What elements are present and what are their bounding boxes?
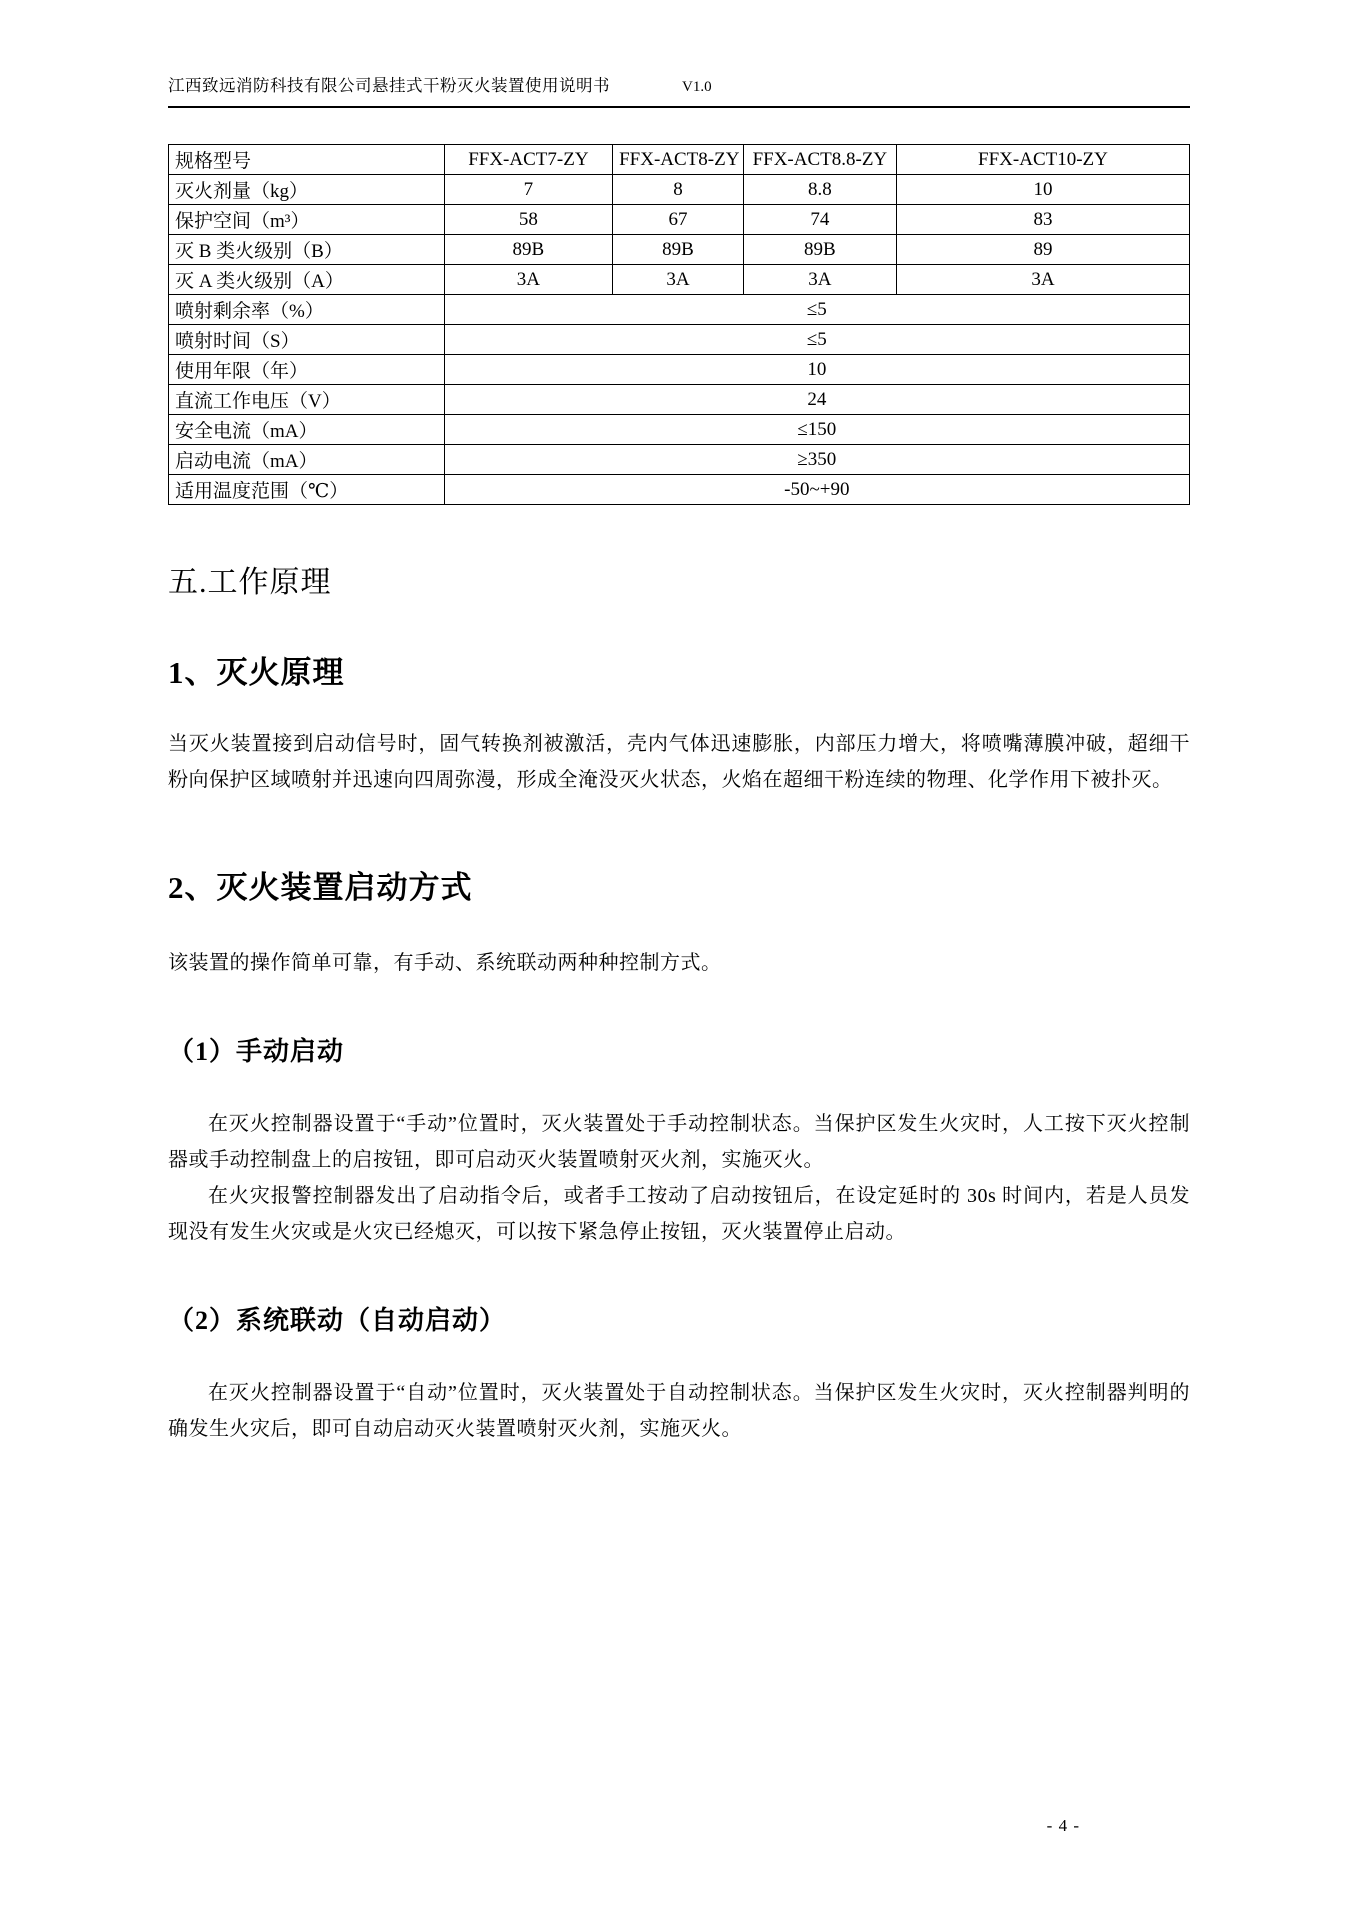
row-value: 3A bbox=[896, 265, 1189, 295]
section-1-paragraph: 当灭火装置接到启动信号时，固气转换剂被激活，壳内气体迅速膨胀，内部压力增大，将喷嘴薄膜冲破，超细干粉向保护区域喷射并迅速向四周弥漫，形成全淹没灭火状态，火焰在超细干粉连续的物理、化学作用下被扑灭。 bbox=[168, 733, 1190, 791]
section-2-intro-paragraph: 该装置的操作简单可靠，有手动、系统联动两种种控制方式。 bbox=[168, 952, 722, 974]
chapter-heading: 五.工作原理 bbox=[168, 566, 332, 599]
row-label: 喷射时间（S） bbox=[169, 325, 445, 355]
row-value: 3A bbox=[444, 265, 612, 295]
row-label: 灭火剂量（kg） bbox=[169, 175, 445, 205]
document-version: V1.0 bbox=[682, 79, 712, 95]
row-value: 89 bbox=[896, 235, 1189, 265]
table-header-cell: FFX-ACT7-ZY bbox=[444, 145, 612, 175]
row-value: 58 bbox=[444, 205, 612, 235]
row-label: 适用温度范围（℃） bbox=[169, 475, 445, 505]
row-label: 直流工作电压（V） bbox=[169, 385, 445, 415]
document-header bbox=[168, 72, 1190, 108]
row-value: 89B bbox=[444, 235, 612, 265]
row-value: 7 bbox=[444, 175, 612, 205]
table-header-cell: FFX-ACT10-ZY bbox=[896, 145, 1189, 175]
row-merged-value: ≤5 bbox=[444, 295, 1189, 325]
row-label: 灭 B 类火级别（B） bbox=[169, 235, 445, 265]
manual-start-paragraph-1: 在灭火控制器设置于“手动”位置时，灭火装置处于手动控制状态。当保护区发生火灾时，人工按下灭火控制器或手动控制盘上的启按钮，即可启动灭火装置喷射灭火剂，实施灭火。 bbox=[168, 1113, 1190, 1171]
table-row-merged bbox=[169, 475, 1190, 505]
row-value: 8 bbox=[613, 175, 744, 205]
table-header-cell: FFX-ACT8.8-ZY bbox=[743, 145, 896, 175]
document-title: 江西致远消防科技有限公司悬挂式干粉灭火装置使用说明书 bbox=[168, 76, 610, 95]
manual-start-paragraph-2: 在火灾报警控制器发出了启动指令后，或者手工按动了启动按钮后，在设定延时的 30s 时间内，若是人员发现没有发生火灾或是火灾已经熄灭，可以按下紧急停止按钮，灭火装置停止启动。 bbox=[168, 1185, 1190, 1243]
table-row bbox=[169, 235, 1190, 265]
row-merged-value: 24 bbox=[444, 385, 1189, 415]
table-row bbox=[169, 175, 1190, 205]
row-value: 89B bbox=[613, 235, 744, 265]
row-value: 3A bbox=[743, 265, 896, 295]
row-label: 安全电流（mA） bbox=[169, 415, 445, 445]
auto-start-paragraph: 在灭火控制器设置于“自动”位置时，灭火装置处于自动控制状态。当保护区发生火灾时，灭火控制器判明的确发生火灾后，即可自动启动灭火装置喷射灭火剂，实施灭火。 bbox=[168, 1382, 1190, 1440]
row-label: 保护空间（m³） bbox=[169, 205, 445, 235]
row-value: 8.8 bbox=[743, 175, 896, 205]
row-label: 使用年限（年） bbox=[169, 355, 445, 385]
table-row-merged bbox=[169, 415, 1190, 445]
table-row-merged bbox=[169, 385, 1190, 415]
table-row-merged bbox=[169, 355, 1190, 385]
table-header-row bbox=[169, 145, 1190, 175]
row-label: 灭 A 类火级别（A） bbox=[169, 265, 445, 295]
table-header-cell: 规格型号 bbox=[169, 145, 445, 175]
row-value: 10 bbox=[896, 175, 1189, 205]
table-row-merged bbox=[169, 445, 1190, 475]
row-merged-value: -50~+90 bbox=[444, 475, 1189, 505]
row-value: 74 bbox=[743, 205, 896, 235]
row-value: 3A bbox=[613, 265, 744, 295]
table-row bbox=[169, 265, 1190, 295]
row-value: 67 bbox=[613, 205, 744, 235]
section-2-heading: 2、灭火装置启动方式 bbox=[168, 870, 473, 905]
spec-table bbox=[168, 144, 1190, 505]
row-label: 喷射剩余率（%） bbox=[169, 295, 445, 325]
row-value: 83 bbox=[896, 205, 1189, 235]
row-merged-value: 10 bbox=[444, 355, 1189, 385]
table-header-cell: FFX-ACT8-ZY bbox=[613, 145, 744, 175]
row-merged-value: ≤5 bbox=[444, 325, 1189, 355]
page-number: - 4 - bbox=[1046, 1816, 1080, 1835]
table-row-merged bbox=[169, 295, 1190, 325]
row-value: 89B bbox=[743, 235, 896, 265]
section-1-heading: 1、灭火原理 bbox=[168, 655, 345, 690]
row-merged-value: ≥350 bbox=[444, 445, 1189, 475]
manual-start-heading: （1）手动启动 bbox=[168, 1037, 345, 1066]
table-row bbox=[169, 205, 1190, 235]
table-row-merged bbox=[169, 325, 1190, 355]
row-label: 启动电流（mA） bbox=[169, 445, 445, 475]
row-merged-value: ≤150 bbox=[444, 415, 1189, 445]
auto-start-heading: （2）系统联动（自动启动） bbox=[168, 1306, 507, 1335]
